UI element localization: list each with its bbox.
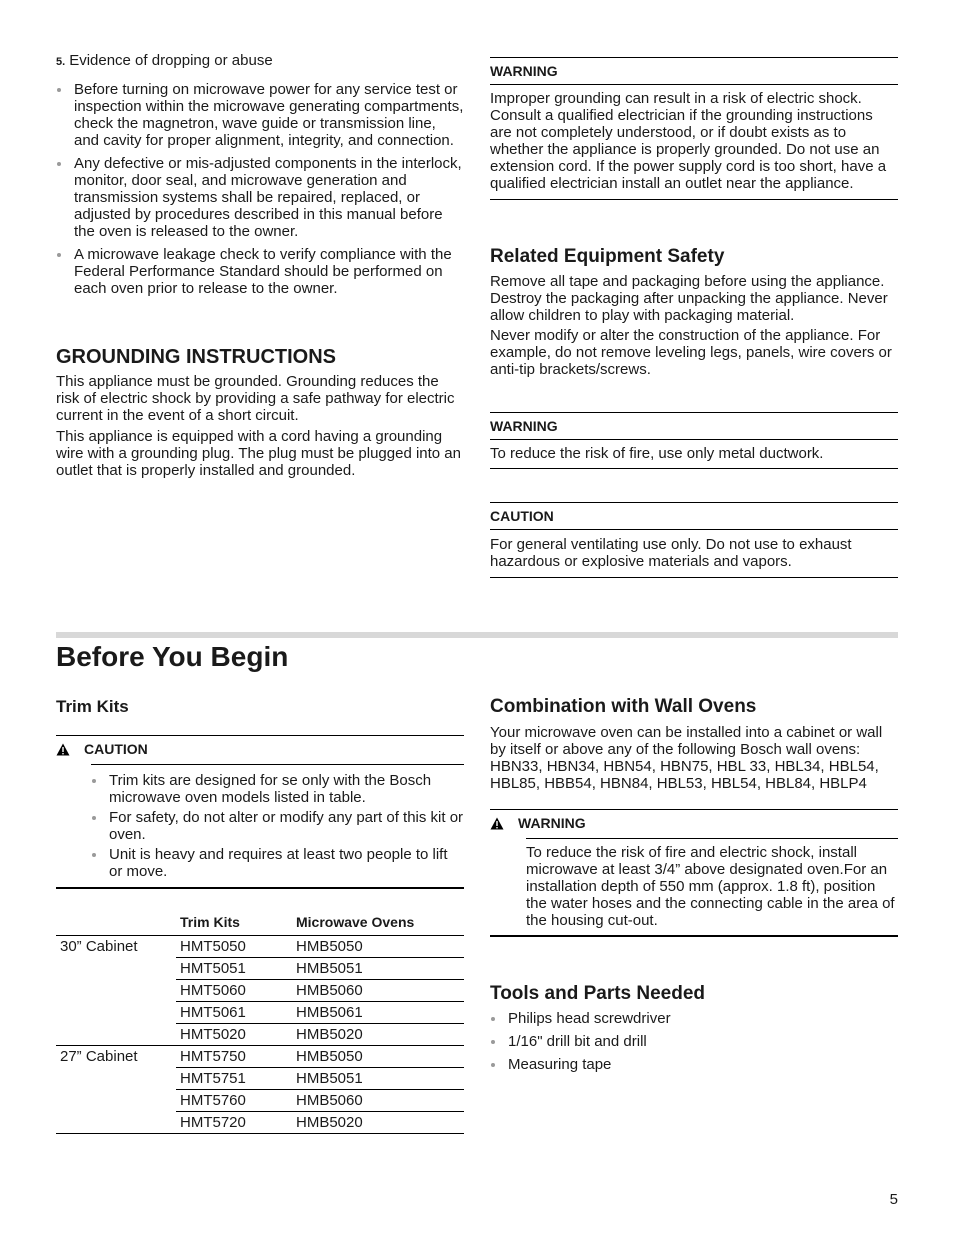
left-top-column [56,52,464,297]
list-item: Philips head screwdriver [490,1010,898,1027]
grounding-paragraph-1: This appliance must be grounded. Grounding reduces the risk of electric shock by providing a safe pathway for electric current in the event of a short circuit. [56,373,455,424]
table-row [56,958,464,980]
step-5 [56,52,464,71]
cabinet-cell [56,1002,176,1024]
oven-cell: HMB5020 [292,1024,464,1046]
related-paragraph-2: Never modify or alter the construction of the appliance. For example, do not remove leveling legs, panels, wire covers or anti-tip brackets/screws. [490,327,892,378]
trim-kits-table [56,912,464,1134]
warning-triangle-icon [490,817,504,834]
caution-body: For general ventilating use only. Do not use to exhaust hazardous or explosive materials and vapors. [490,536,852,570]
caution-header: CAUTION [490,503,898,530]
table-row [56,1024,464,1046]
related-paragraph-1: Remove all tape and packaging before using the appliance. Destroy the packaging after unpacking the appliance. Never allow children to play with packaging material. [490,273,888,324]
trim-kit-cell: HMT5020 [176,1024,292,1046]
trim-kit-cell: HMT5720 [176,1112,292,1134]
related-equipment-section [490,247,898,378]
trim-caution-box [56,735,464,889]
combination-title: Combination with Wall Ovens [490,696,757,717]
tools-title: Tools and Parts Needed [490,983,706,1004]
page-number: 5 [889,1191,898,1208]
oven-cell: HMB5051 [292,958,464,980]
list-item: Unit is heavy and requires at least two people to lift or move. [91,846,464,880]
table-row [56,1002,464,1024]
step-number: 5. [56,56,66,68]
list-item: A microwave leakage check to verify compliance with the Federal Performance Standard should be performed on each oven prior to release to the owner. [56,246,464,297]
step-text: Evidence of dropping or abuse [69,52,273,69]
column-header: Microwave Ovens [292,912,464,936]
caution-header: CAUTION [84,741,148,757]
trim-kits-table-wrap [56,912,464,1134]
trim-caution-header-row [56,736,464,764]
grounding-title: GROUNDING INSTRUCTIONS [56,346,336,368]
table-row [56,1112,464,1134]
caution-ventilating-box [490,502,898,578]
combination-section [490,697,898,937]
grounding-paragraph-2: This appliance is equipped with a cord having a grounding wire with a grounding plug. The plug must be plugged into an outlet that is properly installed and grounded. [56,428,461,479]
cabinet-cell [56,980,176,1002]
warning-body: To reduce the risk of fire, use only metal ductwork. [490,445,824,462]
section-divider [56,632,898,638]
trim-kit-cell: HMT5050 [176,936,292,958]
tools-section [490,984,898,1073]
grounding-section [56,346,464,479]
warning-triangle-icon [56,743,70,760]
trim-kit-cell: HMT5750 [176,1046,292,1068]
cabinet-cell: 27” Cabinet [60,1048,138,1066]
oven-cell: HMB5051 [292,1068,464,1090]
warning-grounding-box [490,57,898,200]
oven-cell: HMB5060 [292,1090,464,1112]
related-title: Related Equipment Safety [490,246,725,267]
cabinet-cell [56,958,176,980]
warning-header: WARNING [518,815,586,831]
oven-cell: HMB5020 [292,1112,464,1134]
trim-kit-cell: HMT5051 [176,958,292,980]
combination-paragraph: Your microwave oven can be installed into a cabinet or wall by itself or above any of the following Bosch wall ovens: HBN33, HBN34, HBN54, HBN75, HBL 33, HBL34, HBL54, HBL85, HBB54, HBN84, HBL53, HBL54, HBL84, HBLP4 [490,724,883,792]
trim-kits-section [56,697,464,889]
trim-kit-cell: HMT5751 [176,1068,292,1090]
list-item: For safety, do not alter or modify any part of this kit or oven. [91,809,464,843]
cabinet-cell [56,1090,176,1112]
combination-warning-box [490,809,898,937]
column-header: Trim Kits [176,912,292,936]
warning-ductwork-box [490,412,898,469]
table-row [56,1046,464,1068]
trim-caution-body [91,764,464,880]
list-item: Measuring tape [490,1056,898,1073]
column-header [56,912,176,936]
tools-list [490,1010,898,1073]
list-item: Trim kits are designed for se only with the Bosch microwave oven models listed in table. [91,772,464,806]
table-row [56,936,464,958]
warning-body: Improper grounding can result in a risk of electric shock. Consult a qualified electrician if the grounding instructions are not completely understood, or if doubt exists as to whether the appliance is properly grounded. Do not use an extension cord. If the power supply cord is too short, have a qualified electrician install an outlet near the appliance. [490,90,887,192]
oven-cell: HMB5050 [292,936,464,958]
table-header-row [56,912,464,936]
cabinet-cell: 30” Cabinet [60,938,138,956]
oven-cell: HMB5050 [292,1046,464,1068]
section-title: Before You Begin [56,641,289,672]
list-item: Before turning on microwave power for any service test or inspection within the microwave generating compartments, check the magnetron, wave guide or transmission line, and cavity for proper alignment, integrity, and connection. [56,81,464,149]
cabinet-cell [56,1024,176,1046]
trim-kits-title: Trim Kits [56,697,129,716]
trim-kit-cell: HMT5061 [176,1002,292,1024]
combination-warning-header-row [490,810,898,838]
trim-kit-cell: HMT5760 [176,1090,292,1112]
cabinet-cell [56,1068,176,1090]
trim-caution-bullets [91,772,464,880]
oven-cell: HMB5061 [292,1002,464,1024]
oven-cell: HMB5060 [292,980,464,1002]
combination-warning-body: To reduce the risk of fire and electric shock, install microwave at least 3/4” above designated oven.For an installation depth of 550 mm (approx. 1.8 ft), position the water hoses and the connecting cable in the area of the housing cut-out. [526,838,898,929]
warning-header: WARNING [490,58,898,85]
cabinet-cell [56,1112,176,1134]
warning-header: WARNING [490,413,898,440]
trim-kit-cell: HMT5060 [176,980,292,1002]
list-item: 1/16" drill bit and drill [490,1033,898,1050]
service-bullets [56,81,464,297]
table-row [56,1090,464,1112]
list-item: Any defective or mis-adjusted components in the interlock, monitor, door seal, and microwave generation and transmission systems shall be repaired, replaced, or adjusted by procedures described in this manual before the oven is released to the owner. [56,155,464,240]
table-row [56,1068,464,1090]
table-row [56,980,464,1002]
